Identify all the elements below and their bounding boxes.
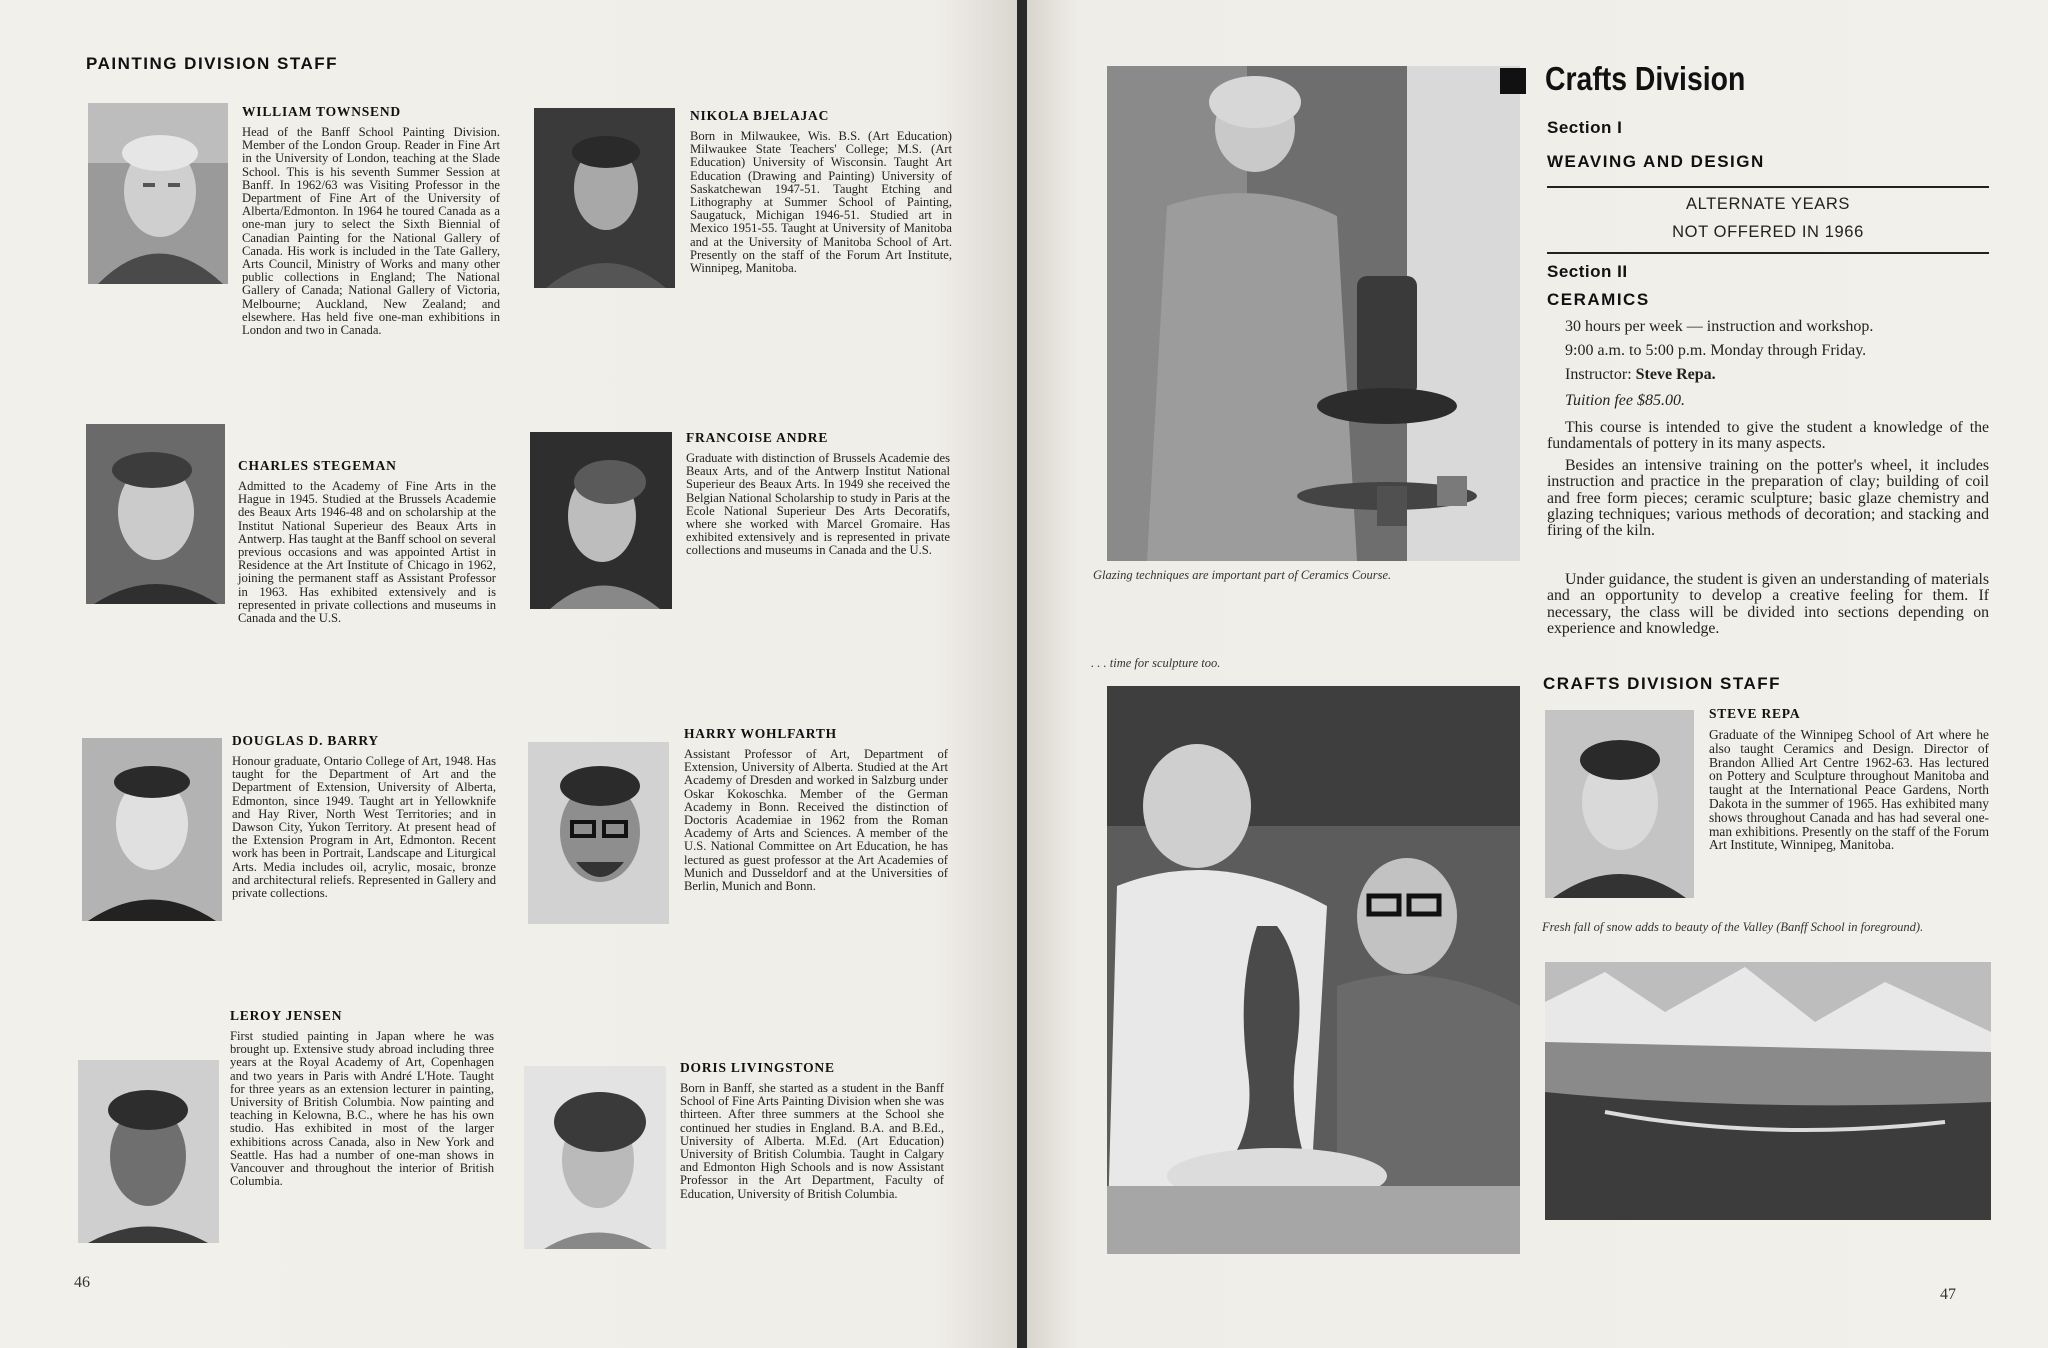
portrait-livingstone: [524, 1066, 666, 1249]
staff-bio: First studied painting in Japan where he was brought up. Extensive study abroad including three years at the Royal Academy of Art, Copenhagen and two years in Paris with André L'Hote. Taught for three years as an extension lecturer in painting, University of British Columbia. Now painting and teaching in Kelowna, B.C., where he has his own studio. Has exhibited in most of the larger exhibitions across Canada, also in New York and Seattle. Has had a number of one-man shows in Vancouver and throughout the interior of British Columbia.: [230, 1029, 494, 1189]
not-offered-line: NOT OFFERED IN 1966: [1672, 223, 1864, 241]
section1-label: Section I: [1547, 118, 1623, 137]
staff-name: DORIS LIVINGSTONE: [680, 1060, 835, 1075]
portrait-repa: [1545, 710, 1694, 898]
portrait-wohlfarth: [528, 742, 669, 924]
photo-glazing: [1107, 66, 1520, 561]
left-page: [0, 0, 1017, 1348]
portrait-andre: [530, 432, 672, 609]
book-gutter: [1017, 0, 1027, 1348]
instructor-line: [1565, 366, 1716, 384]
staff-name: HARRY WOHLFARTH: [684, 726, 837, 741]
section-rule-bottom: [1547, 252, 1989, 254]
instructor-name: Steve Repa.: [1635, 366, 1716, 383]
bio-andre: [686, 430, 950, 558]
section2-label: Section II: [1547, 262, 1628, 281]
page-number-right: 47: [1940, 1286, 1956, 1303]
portrait-jensen: [78, 1060, 219, 1243]
page-number-left: 46: [74, 1274, 90, 1291]
ceramics-paragraph-2: Besides an intensive training on the potter's wheel, it includes instruction and practice in the preparation of clay; building of coil and free form pieces; ceramic sculpture; basic glaze chemistry and glazing techniques; various methods of decoration; and stacking and firing of the kiln.: [1547, 457, 1989, 540]
instructor-label: Instructor:: [1565, 366, 1632, 383]
staff-bio: Born in Banff, she started as a student in the Banff School of Fine Arts Painting Division when she was thirteen. After three summers at the School she continued her studies in England. B.A. and B.Ed., University of Alberta. M.Ed. (Art Education) University of British Columbia. Taught in Calgary and Edmonton High Schools and is now Assistant Professor in the Art Department, Faculty of Education, University of British Columbia.: [680, 1081, 944, 1201]
staff-bio: Born in Milwaukee, Wis. B.S. (Art Education) Milwaukee State Teachers' College; M.S. (Art Education) University of Wisconsin. Taught Art Education (Drawing and Painting) University of Saskatchewan 1947-51. Taught Etching and Lithography at Summer School of Painting, Saugatuck, Michigan 1946-51. Studied art in Mexico 1951-55. Taught at University of Manitoba and at the University of Manitoba School of Art. Presently on the staff of the Forum Art Institute, Winnipeg, Manitoba.: [690, 129, 952, 276]
staff-bio: Graduate of the Winnipeg School of Art where he also taught Ceramics and Design. Director of Brandon Allied Art Centre 1962-63. Has lectured on Pottery and Sculpture throughout Manitoba and taught at the International Peace Gardens, North Dakota in the summer of 1965. Has exhibited many shows throughout Canada and has had several one-man exhibitions. Presently on the staff of the Forum Art Institute, Winnipeg, Manitoba.: [1709, 727, 1989, 853]
bio-wohlfarth: [684, 726, 948, 893]
staff-name: LEROY JENSEN: [230, 1008, 343, 1023]
portrait-bjelajac: [534, 108, 675, 288]
section1-title: WEAVING AND DESIGN: [1547, 152, 1765, 171]
photo-sculpture: [1107, 686, 1520, 1254]
bio-bjelajac: [690, 108, 952, 275]
ceramics-paragraph-1: This course is intended to give the student a knowledge of the fundamentals of pottery in its many aspects.: [1547, 419, 1989, 453]
caption-glazing: Glazing techniques are important part of Ceramics Course.: [1093, 568, 1392, 582]
staff-name: DOUGLAS D. BARRY: [232, 733, 379, 748]
crafts-division-title: Crafts Division: [1545, 60, 1746, 97]
staff-name: FRANCOISE ANDRE: [686, 430, 829, 445]
right-page: [1027, 0, 2048, 1348]
staff-bio: Assistant Professor of Art, Department of Extension, University of Alberta. Studied at the Art Academy of Dresden and worked in Salzburg under Oskar Kokoschka. Member of the German Academy in Bonn. Received the distinction of Doctoris Academiae in 1962 from the Roman Academy of Arts and Sciences. A member of the U.S. National Committee on Art Education, he has lectured as guest professor at the Art Academies of Munich and Dusseldorf and at the Universities of Berlin, Munich and Bonn.: [684, 747, 948, 894]
portrait-townsend: [88, 103, 228, 284]
crafts-staff-heading: CRAFTS DIVISION STAFF: [1543, 674, 1782, 693]
portrait-stegeman: [86, 424, 225, 604]
staff-bio: Head of the Banff School Painting Division. Member of the London Group. Reader in Fine Art in the University of London, teaching at the Slade School. This is his seventh Summer Session at Banff. In 1962/63 was Visiting Professor in the Department of Fine Art of the University of Alberta/Edmonton. In 1964 he toured Canada as a one-man jury to select the Sixth Biennial of Canadian Painting for the National Gallery of Canada. His work is included in the Tate Gallery, Arts Council, Ministry of Works and many other public collections in England; The National Gallery of Canada; National Gallery of Victoria, Melbourne; Auckland, New Zealand; and elsewhere. Has held five one-man exhibitions in London and two in Canada.: [242, 125, 500, 338]
bio-repa: [1709, 706, 1989, 852]
bio-livingstone: [680, 1060, 944, 1201]
times-line: 9:00 a.m. to 5:00 p.m. Monday through Friday.: [1565, 342, 1867, 359]
crafts-title-block-marker: [1500, 68, 1526, 94]
bio-jensen: [230, 1008, 494, 1188]
section2-title: CERAMICS: [1547, 290, 1650, 309]
bio-stegeman: [238, 458, 496, 625]
staff-name: NIKOLA BJELAJAC: [690, 108, 830, 123]
painting-division-heading: PAINTING DIVISION STAFF: [86, 54, 339, 73]
photo-banff-valley: [1545, 962, 1991, 1220]
bio-barry: [232, 733, 496, 900]
bio-townsend: [242, 104, 500, 337]
staff-name: CHARLES STEGEMAN: [238, 458, 397, 473]
hours-line: 30 hours per week — instruction and workshop.: [1565, 318, 1874, 335]
staff-name: WILLIAM TOWNSEND: [242, 104, 401, 119]
ceramics-paragraph-3: Under guidance, the student is given an understanding of materials and an opportunity to develop a creative feeling for them. If necessary, the class will be divided into sections depending on experience and knowledge.: [1547, 571, 1989, 637]
portrait-barry: [82, 738, 222, 921]
caption-valley: Fresh fall of snow adds to beauty of the Valley (Banff School in foreground).: [1542, 920, 1924, 934]
section-rule-top: [1547, 186, 1989, 188]
tuition-line: Tuition fee $85.00.: [1565, 392, 1685, 409]
staff-bio: Graduate with distinction of Brussels Academie des Beaux Arts, and of the Antwerp Institut National Superieur des Beaux Arts. In 1949 she received the Belgian National Scholarship to study in Paris at the Ecole National Superieur Des Arts Decoratifs, where she worked with Marcel Gromaire. Has exhibited extensively and is represented in private collections and museums in Canada and the U.S.: [686, 451, 950, 558]
staff-bio: Honour graduate, Ontario College of Art, 1948. Has taught for the Department of Art and the Department of Extension, University of Alberta, Edmonton, since 1949. Taught art in Yellowknife and Hay River, North West Territories; and in Dawson City, Yukon Territory. At present head of the Extension Program in Art, Edmonton. Recent work has been in Portrait, Landscape and Liturgical Arts. Media includes oil, acrylic, mosaic, bronze and architectural reliefs. Represented in Gallery and private collections.: [232, 754, 496, 901]
alternate-years-line: ALTERNATE YEARS: [1686, 195, 1850, 213]
staff-name: STEVE REPA: [1709, 706, 1801, 721]
staff-bio: Admitted to the Academy of Fine Arts in the Hague in 1945. Studied at the Brussels Academie des Beaux Arts 1946-48 and on scholarship at the Institut National Superieur des Beaux Arts in Antwerp. Has taught at the Banff school on several previous occasions and was appointed Artist in Residence at the Art Institute of Chicago in 1962, joining the permanent staff as Assistant Professor in 1963. Has exhibited extensively and is represented in private collections and museums in Canada and the U.S.: [238, 479, 496, 626]
caption-sculpture: . . . time for sculpture too.: [1091, 656, 1221, 670]
